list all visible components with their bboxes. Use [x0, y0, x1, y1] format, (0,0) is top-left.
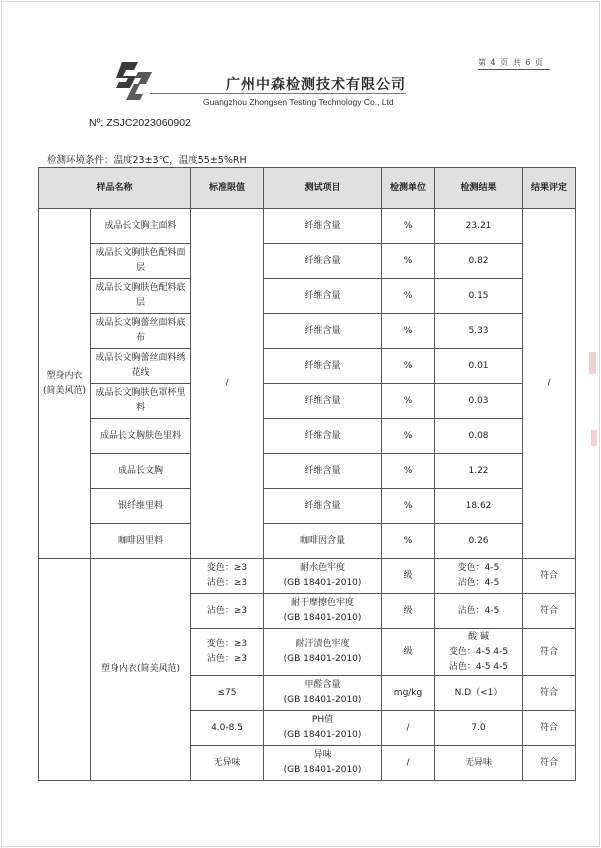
- unit: /: [382, 746, 435, 781]
- unit: %: [382, 489, 435, 524]
- company-name-cn: 广州中森检测技术有限公司: [226, 77, 406, 93]
- evaluation: 符合: [523, 676, 576, 711]
- fiber-standard: /: [191, 209, 264, 559]
- test-item: 纤维含量: [264, 279, 382, 314]
- result: 0.03: [435, 384, 523, 419]
- part-name: 成品长文胸: [91, 454, 191, 489]
- quality-sample-name: 塑身内衣(简美风范): [91, 559, 191, 781]
- part-name: 成品长文胸肤色罩杯里料: [91, 384, 191, 419]
- table-row: [39, 524, 576, 559]
- evaluation: 符合: [523, 594, 576, 629]
- part-name: 银纤维里料: [91, 489, 191, 524]
- test-item: 耐汗渍色牢度 (GB 18401-2010): [264, 629, 382, 676]
- unit: 级: [382, 559, 435, 594]
- evaluation: 符合: [523, 711, 576, 746]
- part-name: 成品长文胸肤色配料底层: [91, 279, 191, 314]
- stamp-mark: [589, 352, 596, 374]
- result: 7.0: [435, 711, 523, 746]
- unit: %: [382, 209, 435, 244]
- unit: %: [382, 349, 435, 384]
- table-row: [39, 559, 576, 594]
- part-name: 成品长文胸主面料: [91, 209, 191, 244]
- unit: %: [382, 314, 435, 349]
- test-item: 纤维含量: [264, 209, 382, 244]
- evaluation: 符合: [523, 559, 576, 594]
- table-row: [39, 384, 576, 419]
- result: 1.22: [435, 454, 523, 489]
- unit: mg/kg: [382, 676, 435, 711]
- unit: %: [382, 454, 435, 489]
- table-row: [39, 419, 576, 454]
- test-item: 纤维含量: [264, 349, 382, 384]
- result: 23.21: [435, 209, 523, 244]
- header-result: 检测结果: [435, 168, 523, 209]
- part-name: 成品长文胸肤色里料: [91, 419, 191, 454]
- report-number: Nº: ZSJC2023060902: [89, 117, 191, 129]
- test-item: 耐水色牢度 (GB 18401-2010): [264, 559, 382, 594]
- sample-group-name: 塑身内衣(简美风范): [39, 209, 91, 559]
- standard-value: 变色：≥3 沾色：≥3: [191, 559, 264, 594]
- table-row: [39, 314, 576, 349]
- fiber-evaluation: /: [523, 209, 576, 559]
- unit: %: [382, 279, 435, 314]
- result: 0.08: [435, 419, 523, 454]
- test-results-table: [38, 167, 576, 781]
- unit: 级: [382, 629, 435, 676]
- test-item: PH值 (GB 18401-2010): [264, 711, 382, 746]
- table-row: [39, 244, 576, 279]
- test-item: 纤维含量: [264, 419, 382, 454]
- part-name: 成品长文胸蕾丝面料绣花线: [91, 349, 191, 384]
- stamp-mark: [591, 430, 597, 446]
- test-item: 耐干摩擦色牢度 (GB 18401-2010): [264, 594, 382, 629]
- test-item: 甲醛含量 (GB 18401-2010): [264, 676, 382, 711]
- test-item: 纤维含量: [264, 454, 382, 489]
- result: 0.26: [435, 524, 523, 559]
- test-item: 纤维含量: [264, 314, 382, 349]
- header-test-item: 测试项目: [264, 168, 382, 209]
- unit: %: [382, 384, 435, 419]
- page-number-underline: [478, 69, 550, 70]
- company-logo-icon: [108, 58, 158, 102]
- unit: 级: [382, 594, 435, 629]
- table-row: [39, 489, 576, 524]
- standard-value: 沾色：≥3: [191, 594, 264, 629]
- unit: %: [382, 244, 435, 279]
- test-item: 纤维含量: [264, 244, 382, 279]
- sample-group-cont: [39, 559, 91, 781]
- standard-value: 4.0-8.5: [191, 711, 264, 746]
- result: 无异味: [435, 746, 523, 781]
- standard-value: ≤75: [191, 676, 264, 711]
- unit: %: [382, 419, 435, 454]
- header-sample-name: 样品名称: [39, 168, 191, 209]
- result: 沾色：4-5: [435, 594, 523, 629]
- evaluation: 符合: [523, 629, 576, 676]
- header-unit: 检测单位: [382, 168, 435, 209]
- evaluation: 符合: [523, 746, 576, 781]
- result: 变色：4-5 沾色：4-5: [435, 559, 523, 594]
- table-row: [39, 279, 576, 314]
- test-item: 纤维含量: [264, 489, 382, 524]
- header-divider: [150, 93, 406, 94]
- table-row: [39, 349, 576, 384]
- environment-conditions: 检测环境条件：温度23±3℃，温度55±5%RH: [47, 155, 247, 166]
- result: 18.62: [435, 489, 523, 524]
- page-number: 第 4 页 共 6 页: [478, 58, 544, 67]
- table-row: [39, 209, 576, 244]
- unit: /: [382, 711, 435, 746]
- result: 0.15: [435, 279, 523, 314]
- test-item: 纤维含量: [264, 384, 382, 419]
- test-item: 咖啡因含量: [264, 524, 382, 559]
- company-name-en: Guangzhou Zhongsen Testing Technology Co., Ltd: [203, 97, 394, 107]
- result: N.D（<1）: [435, 676, 523, 711]
- result: 5.33: [435, 314, 523, 349]
- table-header-row: [39, 168, 576, 209]
- result: 0.01: [435, 349, 523, 384]
- test-item: 异味 (GB 18401-2010): [264, 746, 382, 781]
- standard-value: 变色：≥3 沾色：≥3: [191, 629, 264, 676]
- unit: %: [382, 524, 435, 559]
- result: 酸 碱 变色：4-5 4-5 沾色：4-5 4-5: [435, 629, 523, 676]
- result: 0.82: [435, 244, 523, 279]
- header-standard: 标准限值: [191, 168, 264, 209]
- header-evaluation: 结果评定: [523, 168, 576, 209]
- part-name: 成品长文胸蕾丝面料底布: [91, 314, 191, 349]
- standard-value: 无异味: [191, 746, 264, 781]
- table-row: [39, 454, 576, 489]
- part-name: 成品长文胸肤色配料面层: [91, 244, 191, 279]
- part-name: 咖啡因里料: [91, 524, 191, 559]
